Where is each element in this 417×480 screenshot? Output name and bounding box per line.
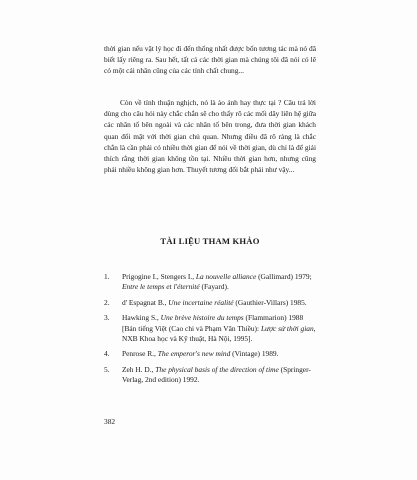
reference-text: (Gallimard) 1979; bbox=[256, 272, 312, 281]
reference-text: Zeh H. D., bbox=[122, 364, 156, 374]
reference-text: Hawking S., bbox=[122, 313, 161, 323]
reference-title: La nouvelle alliance bbox=[195, 272, 257, 281]
reference-number: 2. bbox=[104, 297, 110, 307]
reference-item bbox=[104, 272, 316, 293]
reference-text: Prigogine I., Stengers I., bbox=[122, 272, 196, 281]
reference-text: d' Espagnat B., bbox=[122, 297, 169, 307]
reference-number: 5. bbox=[104, 364, 110, 374]
reference-title: The physical basis of the direction of time bbox=[155, 364, 279, 374]
references-list bbox=[104, 272, 316, 391]
reference-item bbox=[104, 365, 316, 386]
reference-text: , NXB Khoa học và Kỹ thuật, Hà Nội, 1995]. bbox=[122, 323, 316, 344]
reference-title: The emperor's new mind bbox=[157, 349, 231, 359]
reference-title: Entre le temps et l'éternité bbox=[122, 282, 200, 292]
reference-title: Lược sử thời gian bbox=[260, 323, 314, 333]
reference-text: (Vintage) 1989. bbox=[230, 349, 279, 359]
reference-text: Penrose R., bbox=[122, 349, 158, 359]
reference-number: 4. bbox=[104, 349, 110, 359]
reference-text: (Fayard). bbox=[199, 282, 229, 292]
reference-text: (Flammarion) 1988 [Bản tiếng Việt (Cao chi và Phạm Văn Thiều): bbox=[122, 313, 304, 333]
reference-number: 1. bbox=[104, 272, 110, 281]
paragraph-continuation bbox=[104, 43, 316, 77]
reference-item bbox=[104, 298, 316, 308]
reference-text: (Springer-Verlag, 2nd edition) 1992. bbox=[122, 364, 311, 385]
paragraph-reversibility bbox=[104, 97, 316, 175]
paragraph-text: thời gian nếu vật lý học đi đến thống nhất được bốn tương tác mà nó đã biết lấy riêng ra. Sau hết, tất cả các thời gian mà chúng tôi đã nói có lẽ có một cái nhân cũng của các tính chất chung... bbox=[104, 44, 316, 76]
reference-title: Une incertaine réalité bbox=[168, 297, 234, 307]
page-number: 382 bbox=[104, 417, 116, 426]
reference-title: Une brève histoire du temps bbox=[160, 313, 244, 323]
reference-text: (Gauthier-Villars) 1985. bbox=[233, 297, 307, 307]
reference-item bbox=[104, 313, 316, 344]
paragraph-text: Còn về tính thuận nghịch, nó là ảo ảnh hay thực tại ? Câu trả lời dùng cho câu hỏi này chắc chắn sẽ cho thấy rõ các mối dây liên hệ giữa các nhân tố bên ngoài và các nhân tố bên trong, đưa thời gian khách quan đối mặt với thời gian chủ quan. Nhưng điều đã rõ ràng là chắc chắn là cần phải có nhiều thời gian để nói về thời gian, dù chỉ là để giải thích rằng thời gian không tồn tại. Nhiều thời gian hơn, nhưng cũng phải nhiều không gian hơn. Thuyết tương đối bắt phải như vậy... bbox=[104, 98, 316, 175]
reference-item bbox=[104, 349, 316, 359]
references-heading: TÀI LIỆU THAM KHẢO bbox=[160, 236, 260, 246]
reference-number: 3. bbox=[104, 313, 110, 323]
